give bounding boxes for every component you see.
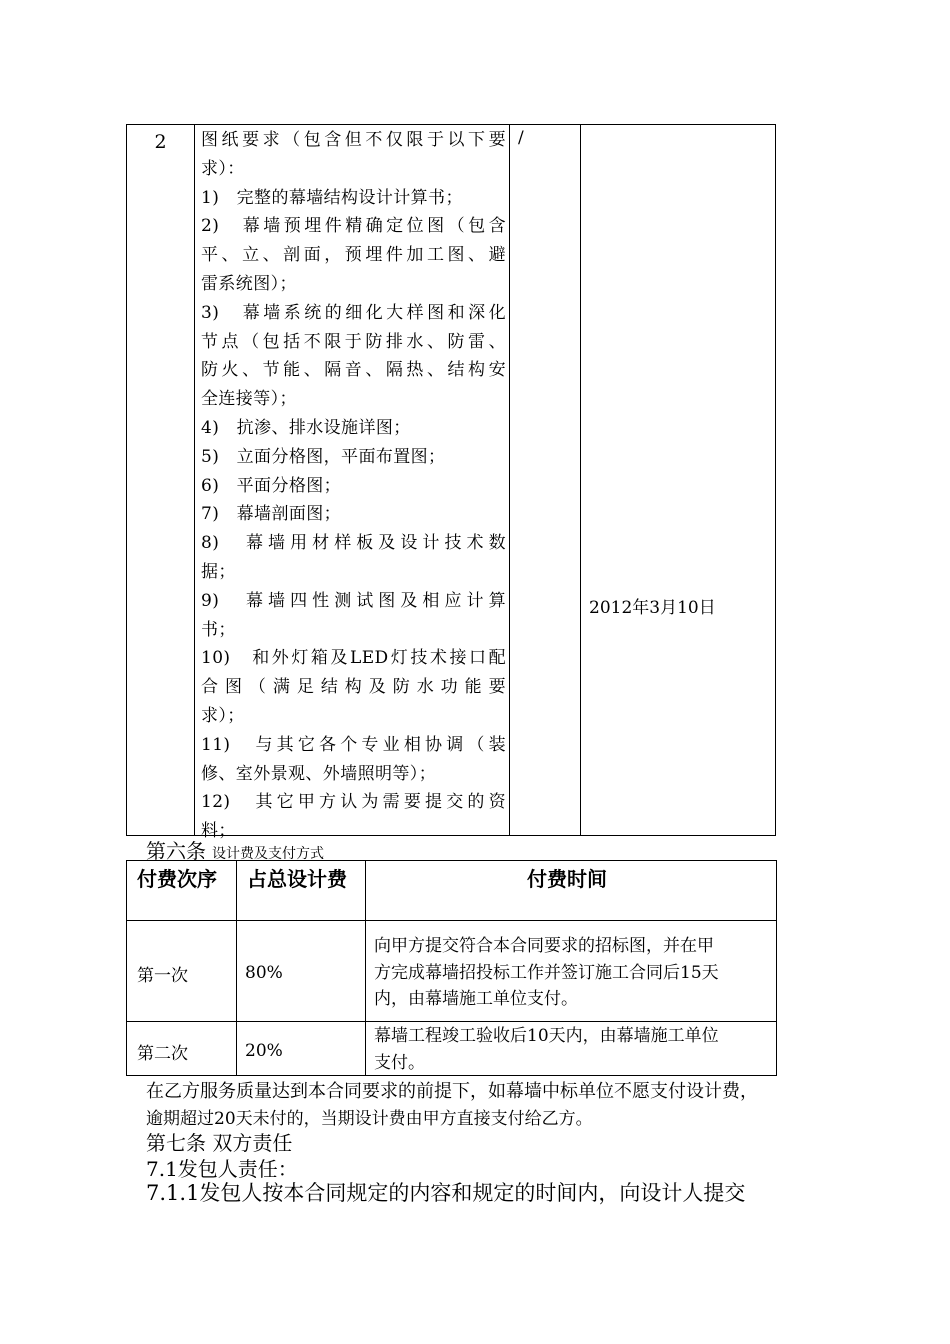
section-7-1-1-text: 7.1.1发包人按本合同规定的内容和规定的时间内，向设计人提交 xyxy=(146,1181,746,1205)
row1-time xyxy=(374,933,769,1013)
payment-condition-line-1: 在乙方服务质量达到本合同要求的前提下，如幕墙中标单位不愿支付设计费， xyxy=(146,1081,758,1102)
table-divider xyxy=(194,125,195,835)
list-item: 书； xyxy=(201,619,236,640)
list-item: 7) 幕墙剖面图； xyxy=(201,504,342,525)
text-line: 幕墙工程竣工验收后10天内，由幕墙施工单位 xyxy=(374,1026,719,1046)
table-divider xyxy=(509,125,510,835)
list-item: 平、立、剖面，预埋件加工图、避 xyxy=(201,245,506,266)
list-item: 防火、节能、隔音、隔热、结构安 xyxy=(201,360,506,381)
list-item: 料； xyxy=(201,821,236,842)
table-divider xyxy=(127,920,776,921)
list-item: 2) 幕墙预埋件精确定位图（包含 xyxy=(201,216,506,237)
section-subtitle: 设计费及支付方式 xyxy=(212,846,324,862)
list-item: 求）： xyxy=(201,158,245,179)
text-line: 向甲方提交符合本合同要求的招标图，并在甲 xyxy=(374,936,714,956)
section-7-heading: 第七条 双方责任 xyxy=(146,1131,293,1155)
text-line: 支付。 xyxy=(374,1052,425,1073)
list-item: 1) 完整的幕墙结构设计计算书； xyxy=(201,187,463,208)
list-item: 雷系统图）； xyxy=(201,273,297,294)
deadline-date: 2012年3月10日 xyxy=(589,598,716,618)
row2-time xyxy=(374,1023,769,1076)
section-7-1-heading: 7.1发包人责任： xyxy=(146,1157,298,1181)
text-line: 内，由幕墙施工单位支付。 xyxy=(374,989,578,1009)
text-line: 方完成幕墙招投标工作并签订施工合同后15天 xyxy=(374,962,719,983)
header-payment-order: 付费次序 xyxy=(137,867,217,891)
list-item: 合图（满足结构及防水功能要 xyxy=(201,677,506,698)
drawing-requirements-list xyxy=(201,126,506,846)
list-item: 求）； xyxy=(201,705,245,726)
list-item: 图纸要求（包含但不仅限于以下要 xyxy=(201,130,506,150)
list-item: 修、室外景观、外墙照明等）； xyxy=(201,763,437,784)
list-item: 全连接等）； xyxy=(201,389,297,410)
table-divider xyxy=(365,861,366,1075)
list-item: 6) 平面分格图； xyxy=(201,475,342,496)
row1-percent: 80% xyxy=(245,963,283,983)
row2-order: 第二次 xyxy=(137,1044,188,1064)
list-item: 3) 幕墙系统的细化大样图和深化 xyxy=(201,302,506,323)
payment-table xyxy=(126,860,777,1076)
list-item: 节点（包括不限于防排水、防雷、 xyxy=(201,331,506,352)
list-item: 5) 立面分格图，平面布置图； xyxy=(201,446,446,467)
payment-condition-line-2: 逾期超过20天未付的，当期设计费由甲方直接支付给乙方。 xyxy=(146,1109,593,1129)
requirements-table xyxy=(126,124,776,842)
table-divider xyxy=(236,861,237,1075)
table-divider xyxy=(580,125,581,835)
table-divider xyxy=(127,1021,776,1022)
list-item: 4) 抗渗、排水设施详图； xyxy=(201,417,411,438)
list-item: 11) 与其它各个专业相协调（装 xyxy=(201,734,506,755)
header-payment-time: 付费时间 xyxy=(527,867,607,891)
row2-percent: 20% xyxy=(245,1041,283,1061)
quantity-cell: / xyxy=(518,128,524,148)
list-item: 据； xyxy=(201,561,236,582)
header-percent: 占总设计费 xyxy=(247,867,347,891)
row-number: 2 xyxy=(154,131,167,153)
row1-order: 第一次 xyxy=(137,966,188,986)
section-title: 第六条 xyxy=(146,839,206,863)
list-item: 9) 幕墙四性测试图及相应计算 xyxy=(201,590,506,611)
list-item: 12) 其它甲方认为需要提交的资 xyxy=(201,792,506,813)
list-item: 8) 幕墙用材样板及设计技术数 xyxy=(201,533,506,554)
list-item: 10) 和外灯箱及LED灯技术接口配 xyxy=(201,648,506,669)
